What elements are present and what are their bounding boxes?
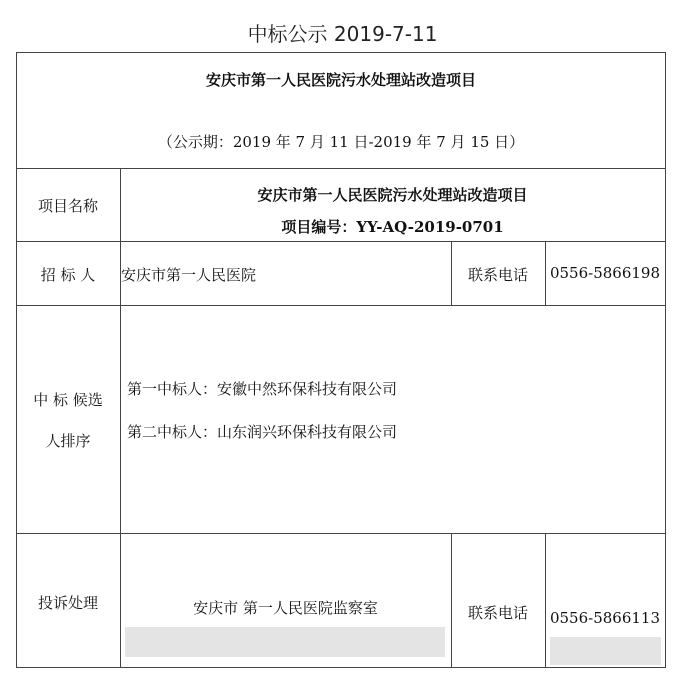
candidates-label-line2: 人排序 bbox=[45, 432, 91, 450]
second-candidate: 第二中标人：山东润兴环保科技有限公司 bbox=[127, 423, 398, 441]
redacted-block bbox=[550, 637, 661, 665]
project-name-label: 项目名称 bbox=[37, 197, 98, 215]
complaint-value: 安庆市 第一人民医院监察室 bbox=[193, 599, 378, 617]
first-candidate: 第一中标人：安徽中然环保科技有限公司 bbox=[127, 380, 398, 398]
complaint-phone: 0556-5866113 bbox=[549, 609, 661, 627]
project-number: 项目编号：YY-AQ-2019-0701 bbox=[281, 218, 504, 236]
tenderer-value: 安庆市第一人民医院 bbox=[121, 266, 257, 284]
tenderer-phone-label: 联系电话 bbox=[467, 266, 528, 284]
project-title-header: 安庆市第一人民医院污水处理站改造项目 bbox=[205, 71, 476, 89]
project-name-value: 安庆市第一人民医院污水处理站改造项目 bbox=[257, 186, 528, 204]
candidates-label-line1: 中 标 候选 bbox=[33, 391, 103, 409]
page-title: 中标公示 2019-7-11 bbox=[247, 22, 438, 46]
redacted-block bbox=[125, 627, 445, 657]
complaint-label: 投诉处理 bbox=[37, 594, 98, 612]
announcement-period: （公示期：2019 年 7 月 11 日-2019 年 7 月 15 日） bbox=[157, 133, 525, 151]
tenderer-label: 招 标 人 bbox=[40, 266, 96, 284]
complaint-phone-label: 联系电话 bbox=[467, 604, 528, 622]
tenderer-phone: 0556-5866198 bbox=[549, 264, 661, 282]
